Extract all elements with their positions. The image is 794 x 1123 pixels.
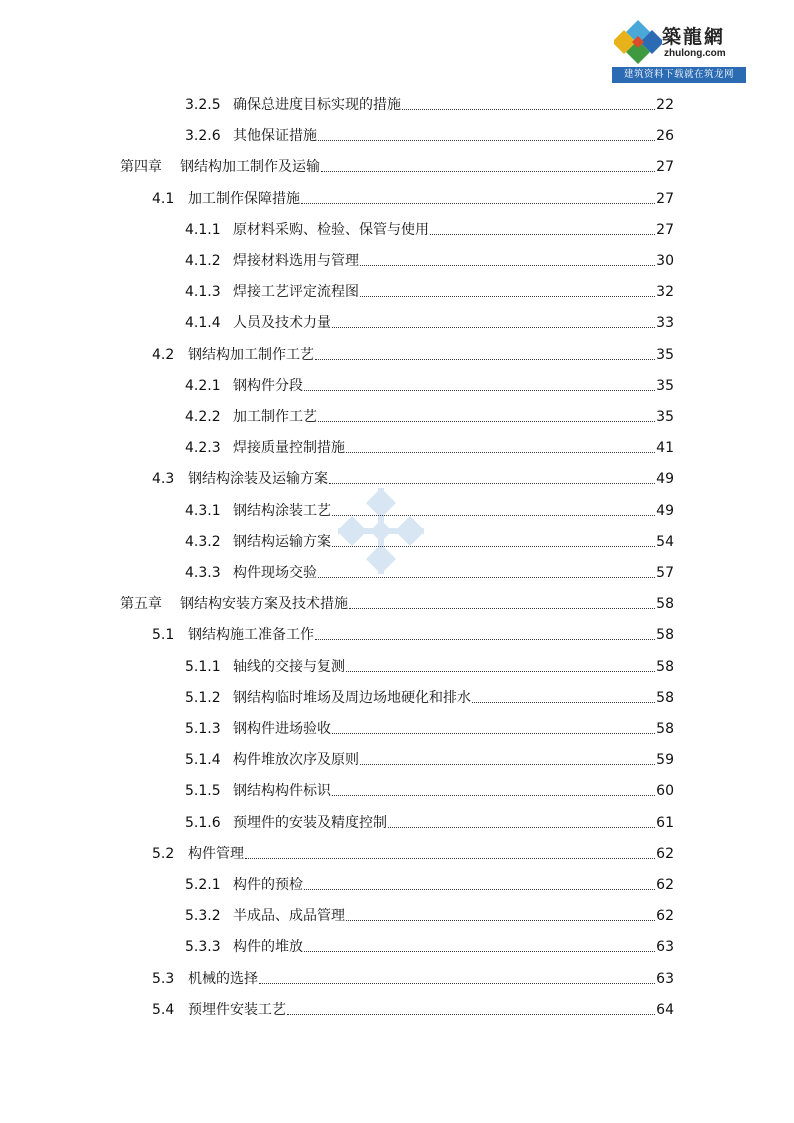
- toc-entry-title: 钢结构涂装工艺: [233, 502, 331, 519]
- toc-dot-leader: [301, 202, 655, 204]
- toc-entry[interactable]: [185, 903, 674, 925]
- toc-dot-leader: [360, 295, 655, 297]
- toc-entry-page: 26: [656, 128, 674, 145]
- toc-dot-leader: [349, 607, 655, 609]
- toc-dot-leader: [329, 482, 655, 484]
- toc-entry-page: 62: [656, 845, 674, 862]
- toc-entry-title: 构件的预检: [233, 877, 303, 893]
- toc-entry-title: 构件的堆放: [233, 939, 303, 956]
- toc-dot-leader: [315, 358, 655, 360]
- toc-entry-title: 确保总进度目标实现的措施: [233, 97, 401, 113]
- toc-entry[interactable]: [152, 966, 674, 988]
- toc-entry-number: 5.2: [152, 845, 175, 862]
- toc-entry-title: 钢结构加工制作及运输: [180, 159, 320, 176]
- toc-entry-page: 60: [656, 783, 674, 800]
- toc-entry-page: 64: [656, 1001, 674, 1018]
- toc-entry-page: 57: [656, 565, 674, 581]
- toc-entry-number: 4.1.3: [185, 284, 221, 301]
- toc-entry[interactable]: [185, 435, 674, 457]
- toc-entry[interactable]: [185, 248, 674, 270]
- toc-entry[interactable]: [152, 997, 674, 1019]
- toc-entry-title: 其他保证措施: [233, 128, 317, 145]
- toc-entry-page: 62: [656, 877, 674, 893]
- toc-dot-leader: [346, 919, 655, 921]
- toc-entry-page: 49: [656, 471, 674, 488]
- toc-entry-page: 58: [656, 596, 674, 613]
- toc-entry-page: 54: [656, 533, 674, 550]
- toc-entry-page: 30: [656, 253, 674, 269]
- logo-mark-icon: [614, 18, 662, 66]
- toc-dot-leader: [360, 264, 655, 266]
- toc-dot-leader: [430, 233, 655, 235]
- toc-dot-leader: [346, 451, 655, 453]
- toc-entry-number: 5.1.5: [185, 783, 221, 800]
- toc-dot-leader: [318, 576, 655, 578]
- toc-dot-leader: [315, 638, 655, 640]
- toc-entry[interactable]: [185, 373, 674, 395]
- toc-entry-page: 58: [656, 627, 674, 644]
- zhulong-logo: [612, 18, 746, 84]
- toc-entry[interactable]: [120, 154, 674, 176]
- toc-entry[interactable]: [185, 217, 674, 239]
- toc-entry-number: 4.3.3: [185, 565, 221, 581]
- toc-entry[interactable]: [152, 466, 674, 488]
- toc-dot-leader: [332, 514, 655, 516]
- toc-entry-number: 5.3.2: [185, 908, 221, 925]
- toc-entry-page: 35: [656, 377, 674, 394]
- toc-entry[interactable]: [185, 404, 674, 426]
- toc-entry-number: 4.2.2: [185, 409, 221, 425]
- toc-entry-page: 59: [656, 752, 674, 769]
- toc-entry-number: 5.2.1: [185, 877, 221, 893]
- logo-slogan: 建筑资料下载就在筑龙网: [612, 67, 746, 83]
- toc-entry[interactable]: [185, 872, 674, 894]
- toc-entry-page: 61: [656, 814, 674, 831]
- toc-entry[interactable]: [185, 529, 674, 551]
- toc-entry-number: 4.3.1: [185, 502, 221, 519]
- toc-dot-leader: [332, 326, 655, 328]
- toc-entry-title: 人员及技术力量: [233, 315, 331, 332]
- toc-entry-number: 4.3.2: [185, 533, 221, 550]
- toc-dot-leader: [332, 732, 655, 734]
- toc-entry-number: 5.3: [152, 970, 175, 987]
- toc-entry-title: 焊接质量控制措施: [233, 440, 345, 457]
- toc-entry-page: 58: [656, 658, 674, 675]
- toc-entry-title: 钢结构施工准备工作: [188, 627, 314, 644]
- toc-dot-leader: [245, 857, 655, 859]
- toc-entry-title: 机械的选择: [188, 970, 258, 987]
- toc-dot-leader: [304, 950, 655, 952]
- toc-dot-leader: [360, 763, 655, 765]
- toc-entry-number: 5.1.3: [185, 721, 221, 737]
- toc-dot-leader: [332, 794, 655, 796]
- toc-entry[interactable]: [185, 810, 674, 832]
- logo-chinese-text: 築龍網: [662, 26, 726, 48]
- toc-dot-leader: [346, 670, 655, 672]
- toc-entry-title: 钢结构运输方案: [233, 533, 331, 550]
- toc-entry-title: 原材料采购、检验、保管与使用: [233, 221, 429, 238]
- toc-entry-page: 22: [656, 97, 674, 113]
- toc-entry-page: 58: [656, 689, 674, 706]
- toc-entry-page: 27: [656, 159, 674, 176]
- toc-dot-leader: [321, 170, 655, 172]
- toc-dot-leader: [304, 389, 655, 391]
- logo-top: [612, 18, 746, 66]
- toc-entry-number: 第四章: [120, 159, 162, 176]
- toc-entry[interactable]: [185, 654, 674, 676]
- toc-entry-page: 49: [656, 502, 674, 519]
- toc-dot-leader: [388, 826, 655, 828]
- toc-entry-page: 32: [656, 284, 674, 301]
- toc-entry-number: 4.1.4: [185, 315, 221, 332]
- toc-entry-page: 63: [656, 970, 674, 987]
- toc-entry-page: 33: [656, 315, 674, 332]
- toc-entry-number: 5.1.6: [185, 814, 221, 831]
- toc-entry-title: 轴线的交接与复测: [233, 658, 345, 675]
- toc-entry-title: 预埋件的安装及精度控制: [233, 814, 387, 831]
- toc-dot-leader: [472, 701, 655, 703]
- toc-entry[interactable]: [185, 716, 674, 738]
- toc-dot-leader: [259, 982, 655, 984]
- toc-entry-number: 第五章: [120, 596, 162, 613]
- toc-entry-number: 5.4: [152, 1001, 175, 1018]
- toc-entry-number: 4.3: [152, 471, 175, 488]
- toc-entry-title: 焊接工艺评定流程图: [233, 284, 359, 301]
- toc-entry[interactable]: [152, 342, 674, 364]
- toc-entry[interactable]: [185, 778, 674, 800]
- toc-entry-title: 钢结构安装方案及技术措施: [180, 596, 348, 613]
- toc-entry-number: 5.1.4: [185, 752, 221, 769]
- toc-entry-number: 4.1.1: [185, 221, 221, 238]
- toc-entry[interactable]: [185, 560, 674, 582]
- toc-entry-title: 焊接材料选用与管理: [233, 253, 359, 269]
- toc-entry-number: 4.2.3: [185, 440, 221, 457]
- toc-entry-title: 构件现场交验: [233, 565, 317, 581]
- toc-entry-title: 半成品、成品管理: [233, 908, 345, 925]
- toc-entry-number: 5.1: [152, 627, 175, 644]
- toc-entry-title: 预埋件安装工艺: [188, 1001, 286, 1018]
- toc-entry[interactable]: [185, 685, 674, 707]
- logo-domain-text: zhulong.com: [664, 48, 726, 59]
- toc-entry-page: 63: [656, 939, 674, 956]
- toc-entry[interactable]: [185, 498, 674, 520]
- toc-dot-leader: [287, 1013, 655, 1015]
- toc-entry[interactable]: [185, 934, 674, 956]
- toc-entry-page: 27: [656, 221, 674, 238]
- toc-entry-title: 钢结构加工制作工艺: [188, 346, 314, 363]
- toc-entry[interactable]: [185, 747, 674, 769]
- toc-entry-title: 钢结构涂装及运输方案: [188, 471, 328, 488]
- toc-dot-leader: [332, 545, 655, 547]
- toc-entry-number: 3.2.5: [185, 97, 221, 113]
- toc-entry-page: 35: [656, 409, 674, 425]
- toc-entry-number: 5.1.2: [185, 689, 221, 706]
- toc-entry-number: 4.2: [152, 346, 175, 363]
- toc-entry-title: 构件堆放次序及原则: [233, 752, 359, 769]
- toc-entry-number: 5.3.3: [185, 939, 221, 956]
- toc-entry-page: 58: [656, 721, 674, 737]
- toc-dot-leader: [318, 420, 655, 422]
- toc-entry-number: 3.2.6: [185, 128, 221, 145]
- toc-entry-number: 4.1: [152, 190, 175, 207]
- toc-entry-title: 钢结构临时堆场及周边场地硬化和排水: [233, 689, 471, 706]
- toc-entry-page: 62: [656, 908, 674, 925]
- toc-entry-title: 加工制作保障措施: [188, 190, 300, 207]
- toc-entry[interactable]: [185, 123, 674, 145]
- toc-entry[interactable]: [152, 186, 674, 208]
- toc-entry-page: 35: [656, 346, 674, 363]
- toc-entry-page: 27: [656, 190, 674, 207]
- toc-entry[interactable]: [185, 279, 674, 301]
- toc-entry-number: 4.1.2: [185, 253, 221, 269]
- toc-dot-leader: [318, 139, 655, 141]
- toc-dot-leader: [304, 888, 655, 890]
- toc-entry[interactable]: [185, 92, 674, 114]
- toc-entry[interactable]: [152, 841, 674, 863]
- toc-entry-title: 钢构件分段: [233, 377, 303, 394]
- toc-entry[interactable]: [185, 310, 674, 332]
- toc-entry[interactable]: [152, 622, 674, 644]
- toc-entry-title: 构件管理: [188, 845, 244, 862]
- toc-entry-number: 5.1.1: [185, 658, 221, 675]
- toc-entry-title: 钢构件进场验收: [233, 721, 331, 737]
- toc-entry[interactable]: [120, 591, 674, 613]
- toc-entry-title: 钢结构构件标识: [233, 783, 331, 800]
- toc-entry-page: 41: [656, 440, 674, 457]
- toc-entry-number: 4.2.1: [185, 377, 221, 394]
- toc-entry-title: 加工制作工艺: [233, 409, 317, 425]
- toc-dot-leader: [402, 108, 655, 110]
